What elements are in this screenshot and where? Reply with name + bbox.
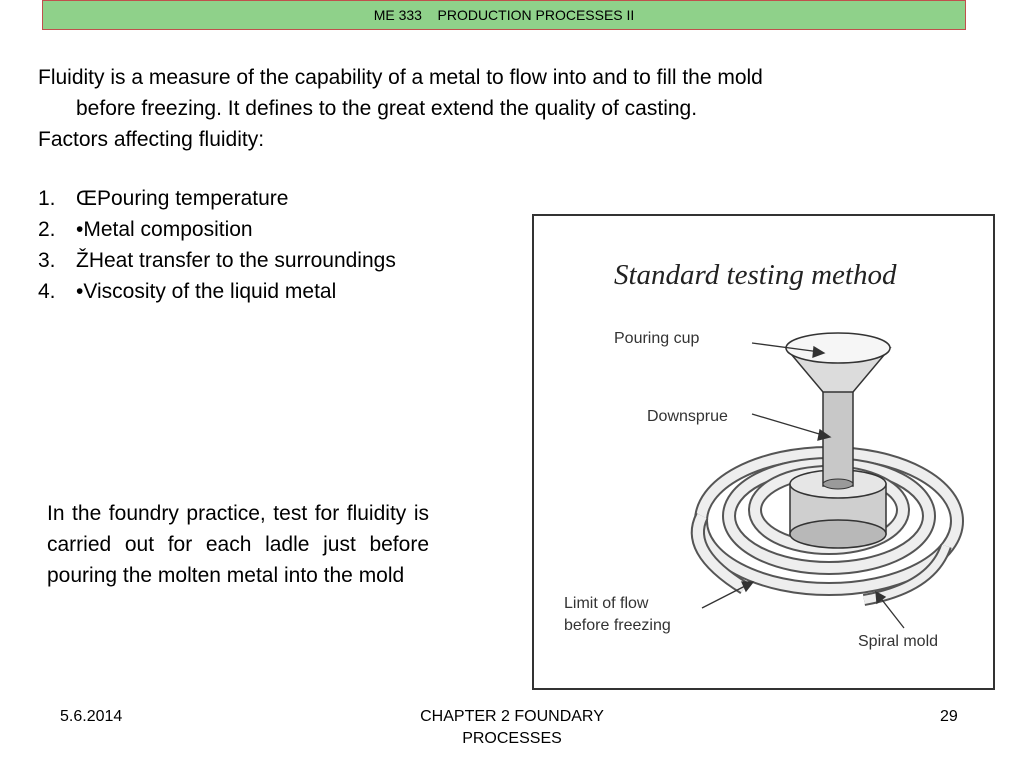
- factor-item: [38, 183, 396, 214]
- factor-number: 2.: [38, 218, 56, 241]
- figure-title: Standard testing method: [614, 259, 897, 291]
- factor-item: [38, 214, 396, 245]
- factor-item: [38, 276, 396, 307]
- label-spiral-mold: Spiral mold: [858, 633, 939, 650]
- factor-number: 3.: [38, 249, 56, 272]
- factor-label: ŽHeat transfer to the surroundings: [76, 249, 396, 272]
- factor-number: 1.: [38, 187, 56, 210]
- footer-date: 5.6.2014: [60, 708, 123, 725]
- spiral-mold-diagram: [534, 216, 993, 688]
- foundry-practice-note: In the foundry practice, test for fluidity is carried out for each ladle just before pouring the molten metal into the mold: [47, 502, 429, 587]
- factor-label: •Metal composition: [76, 218, 253, 241]
- definition-line-2: before freezing. It defines to the great extend the quality of casting.: [76, 97, 698, 120]
- header-title: ME 333 PRODUCTION PROCESSES II: [373, 7, 635, 23]
- fluidity-definition: [38, 62, 968, 124]
- label-downsprue: Downsprue: [647, 408, 728, 425]
- factors-heading: Factors affecting fluidity:: [38, 128, 265, 151]
- factor-label: •Viscosity of the liquid metal: [76, 280, 337, 303]
- factor-number: 4.: [38, 280, 56, 303]
- slide-header: [42, 0, 966, 30]
- footer-chapter-line-2: PROCESSES: [462, 730, 562, 747]
- page-number: 29: [940, 708, 958, 725]
- spiral-test-figure: [532, 214, 995, 690]
- label-limit-of-flow-line-2: before freezing: [564, 617, 671, 634]
- factors-list: [38, 183, 396, 307]
- label-pouring-cup: Pouring cup: [614, 330, 700, 347]
- factor-item: [38, 245, 396, 276]
- footer-chapter-line-1: CHAPTER 2 FOUNDARY: [420, 708, 604, 725]
- footer-chapter: [382, 706, 642, 750]
- factor-label: ŒPouring temperature: [76, 187, 289, 210]
- definition-line-1: Fluidity is a measure of the capability of a metal to flow into and to fill the mold: [38, 66, 763, 89]
- pouring-cup: [786, 333, 890, 392]
- label-limit-of-flow-line-1: Limit of flow: [564, 595, 649, 612]
